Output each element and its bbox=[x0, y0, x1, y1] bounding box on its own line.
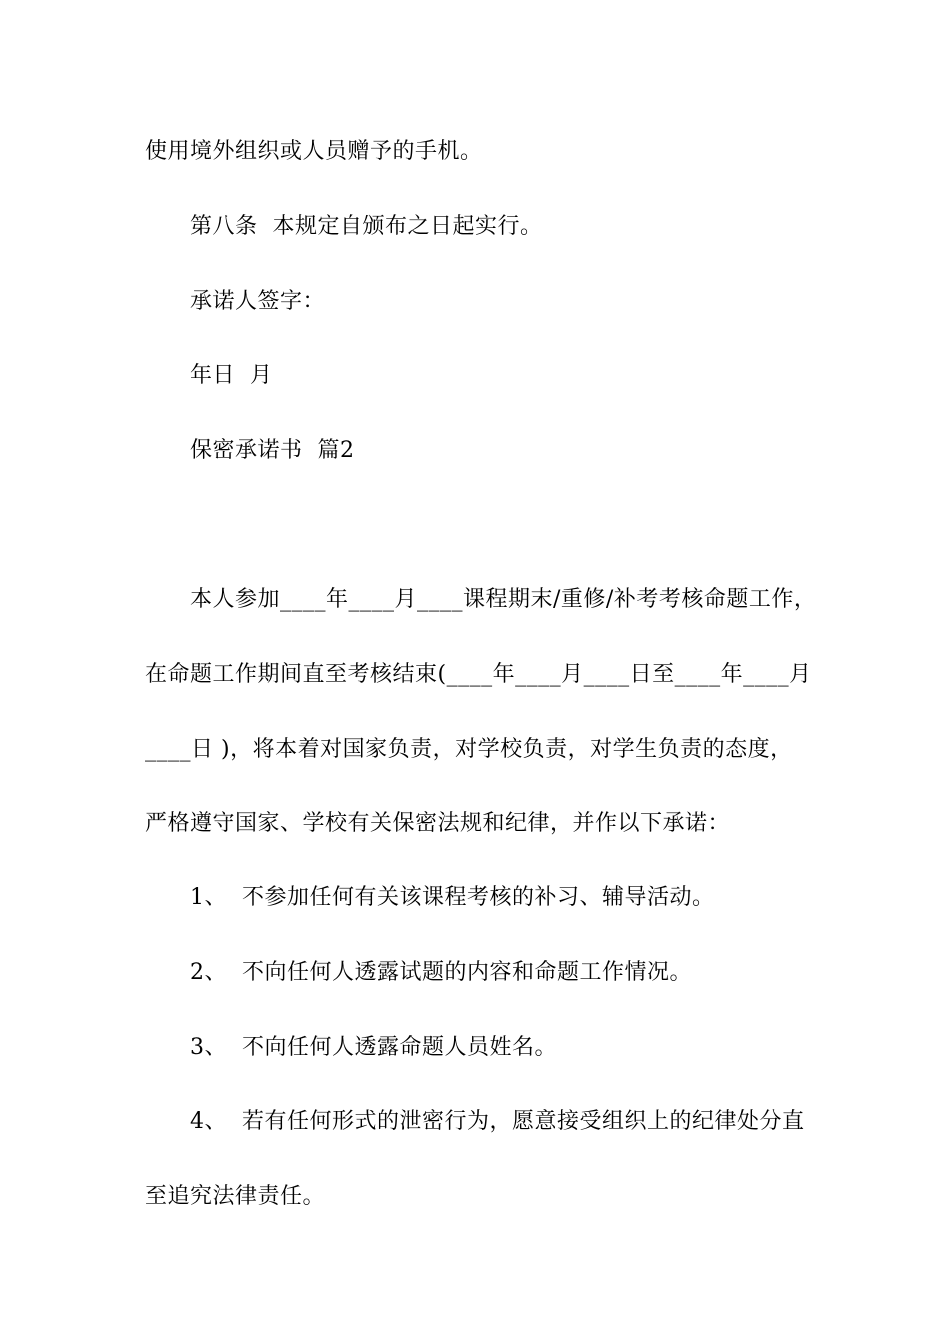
text-line-article-eight: 第八条 本规定自颁布之日起实行。 bbox=[190, 214, 543, 239]
list-item: 4、 若有任何形式的泄密行为，愿意接受组织上的纪律处分直 bbox=[190, 1109, 805, 1134]
paragraph-line: 严格遵守国家、学校有关保密法规和纪律，并作以下承诺： bbox=[145, 811, 731, 836]
paragraph-line: ____日 )，将本着对国家负责，对学校负责，对学生负责的态度， bbox=[145, 737, 793, 762]
date-line: 年日 月 bbox=[190, 363, 273, 388]
paragraph-line: 在命题工作期间直至考核结束(____年____月____日至____年____月 bbox=[145, 662, 812, 687]
list-item: 1、 不参加任何有关该课程考核的补习、辅导活动。 bbox=[190, 885, 715, 910]
list-item: 2、 不向任何人透露试题的内容和命题工作情况。 bbox=[190, 960, 692, 985]
text-line-gift-phone: 使用境外组织或人员赠予的手机。 bbox=[145, 139, 483, 164]
list-item: 3、 不向任何人透露命题人员姓名。 bbox=[190, 1035, 557, 1060]
section-heading: 保密承诺书 篇2 bbox=[190, 438, 355, 463]
list-item-continuation: 至追究法律责任。 bbox=[145, 1184, 326, 1209]
signature-label: 承诺人签字： bbox=[190, 289, 326, 314]
paragraph-line: 本人参加____年____月____课程期末/重修/补考考核命题工作， bbox=[190, 587, 817, 612]
